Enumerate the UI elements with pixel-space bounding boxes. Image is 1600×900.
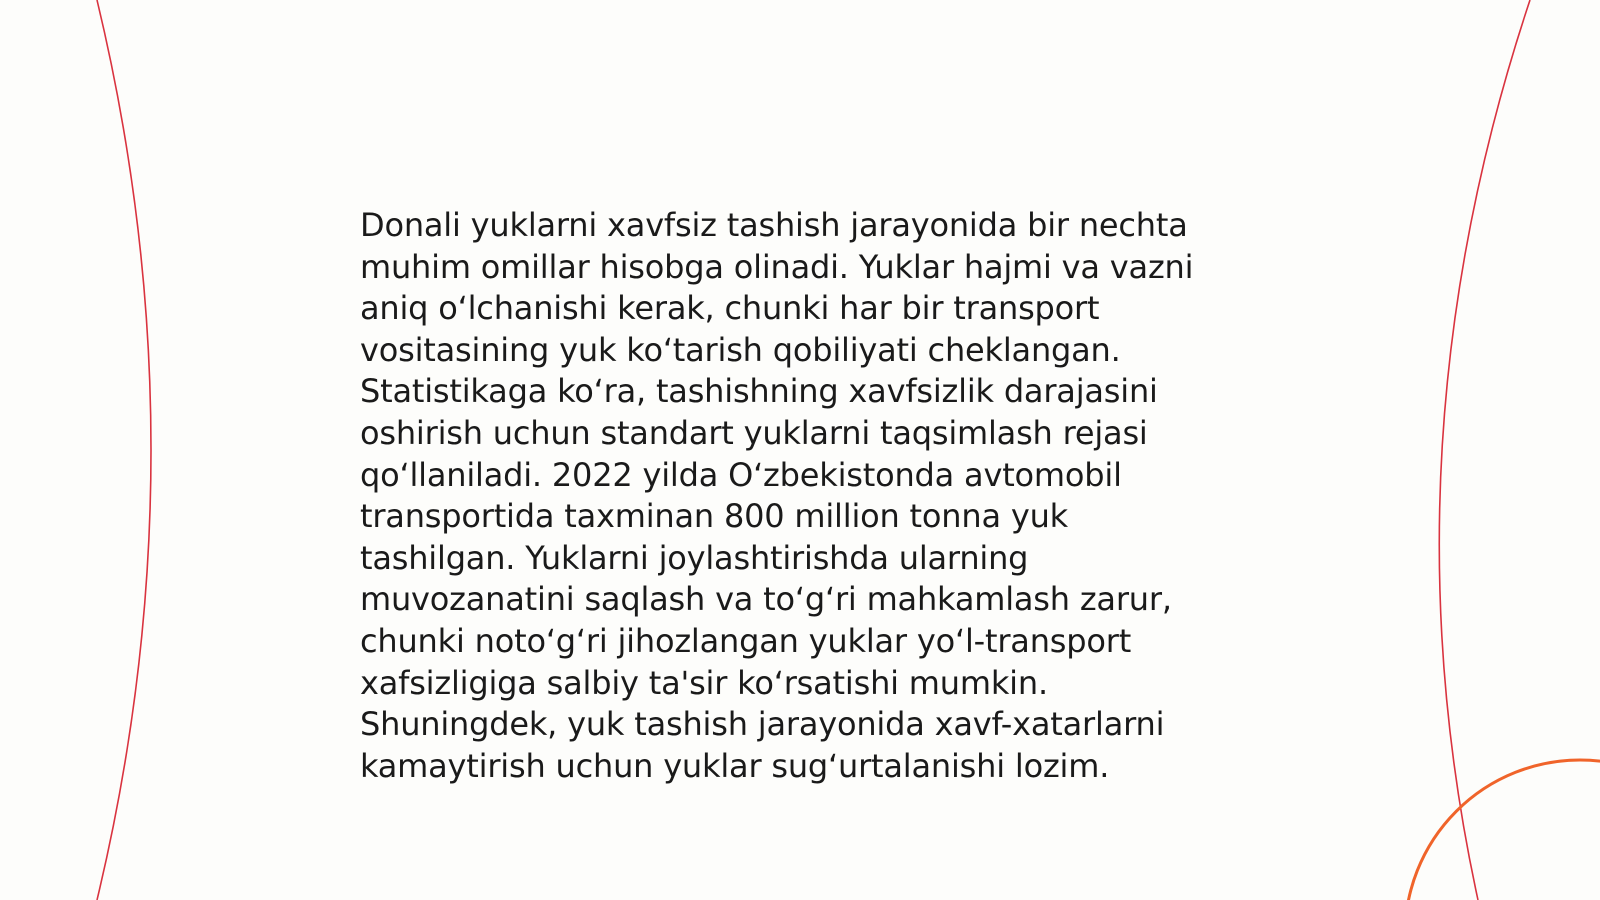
- body-line: Shuningdek, yuk tashish jarayonida xavf-xatarlarni: [360, 705, 1165, 744]
- right-arc-line: [1439, 0, 1530, 900]
- body-line: kamaytirish uchun yuklar sugʻurtalanishi lozim.: [360, 746, 1110, 785]
- body-line: transportida taxminan 800 million tonna yuk: [360, 497, 1068, 536]
- body-line: muvozanatini saqlash va toʻgʻri mahkamlash zarur,: [360, 580, 1172, 619]
- body-line: qoʻllaniladi. 2022 yilda Oʻzbekistonda avtomobil: [360, 455, 1122, 494]
- left-arc-line: [97, 0, 151, 900]
- orange-circle-outline: [1405, 760, 1600, 900]
- body-line: oshirish uchun standart yuklarni taqsimlash rejasi: [360, 413, 1148, 452]
- body-paragraph: [360, 205, 1240, 787]
- body-line: tashilgan. Yuklarni joylashtirishda ularning: [360, 538, 1029, 577]
- body-line: Statistikaga koʻra, tashishning xavfsizlik darajasini: [360, 372, 1158, 411]
- body-line: aniq oʻlchanishi kerak, chunki har bir transport: [360, 289, 1100, 328]
- body-line: chunki notoʻgʻri jihozlangan yuklar yoʻl-transport: [360, 621, 1132, 660]
- body-line: Donali yuklarni xavfsiz tashish jarayonida bir nechta: [360, 206, 1188, 244]
- body-line: vositasining yuk koʻtarish qobiliyati cheklangan.: [360, 330, 1121, 369]
- body-line: xafsizligiga salbiy ta'sir koʻrsatishi mumkin.: [360, 663, 1048, 702]
- body-line: muhim omillar hisobga olinadi. Yuklar hajmi va vazni: [360, 247, 1194, 286]
